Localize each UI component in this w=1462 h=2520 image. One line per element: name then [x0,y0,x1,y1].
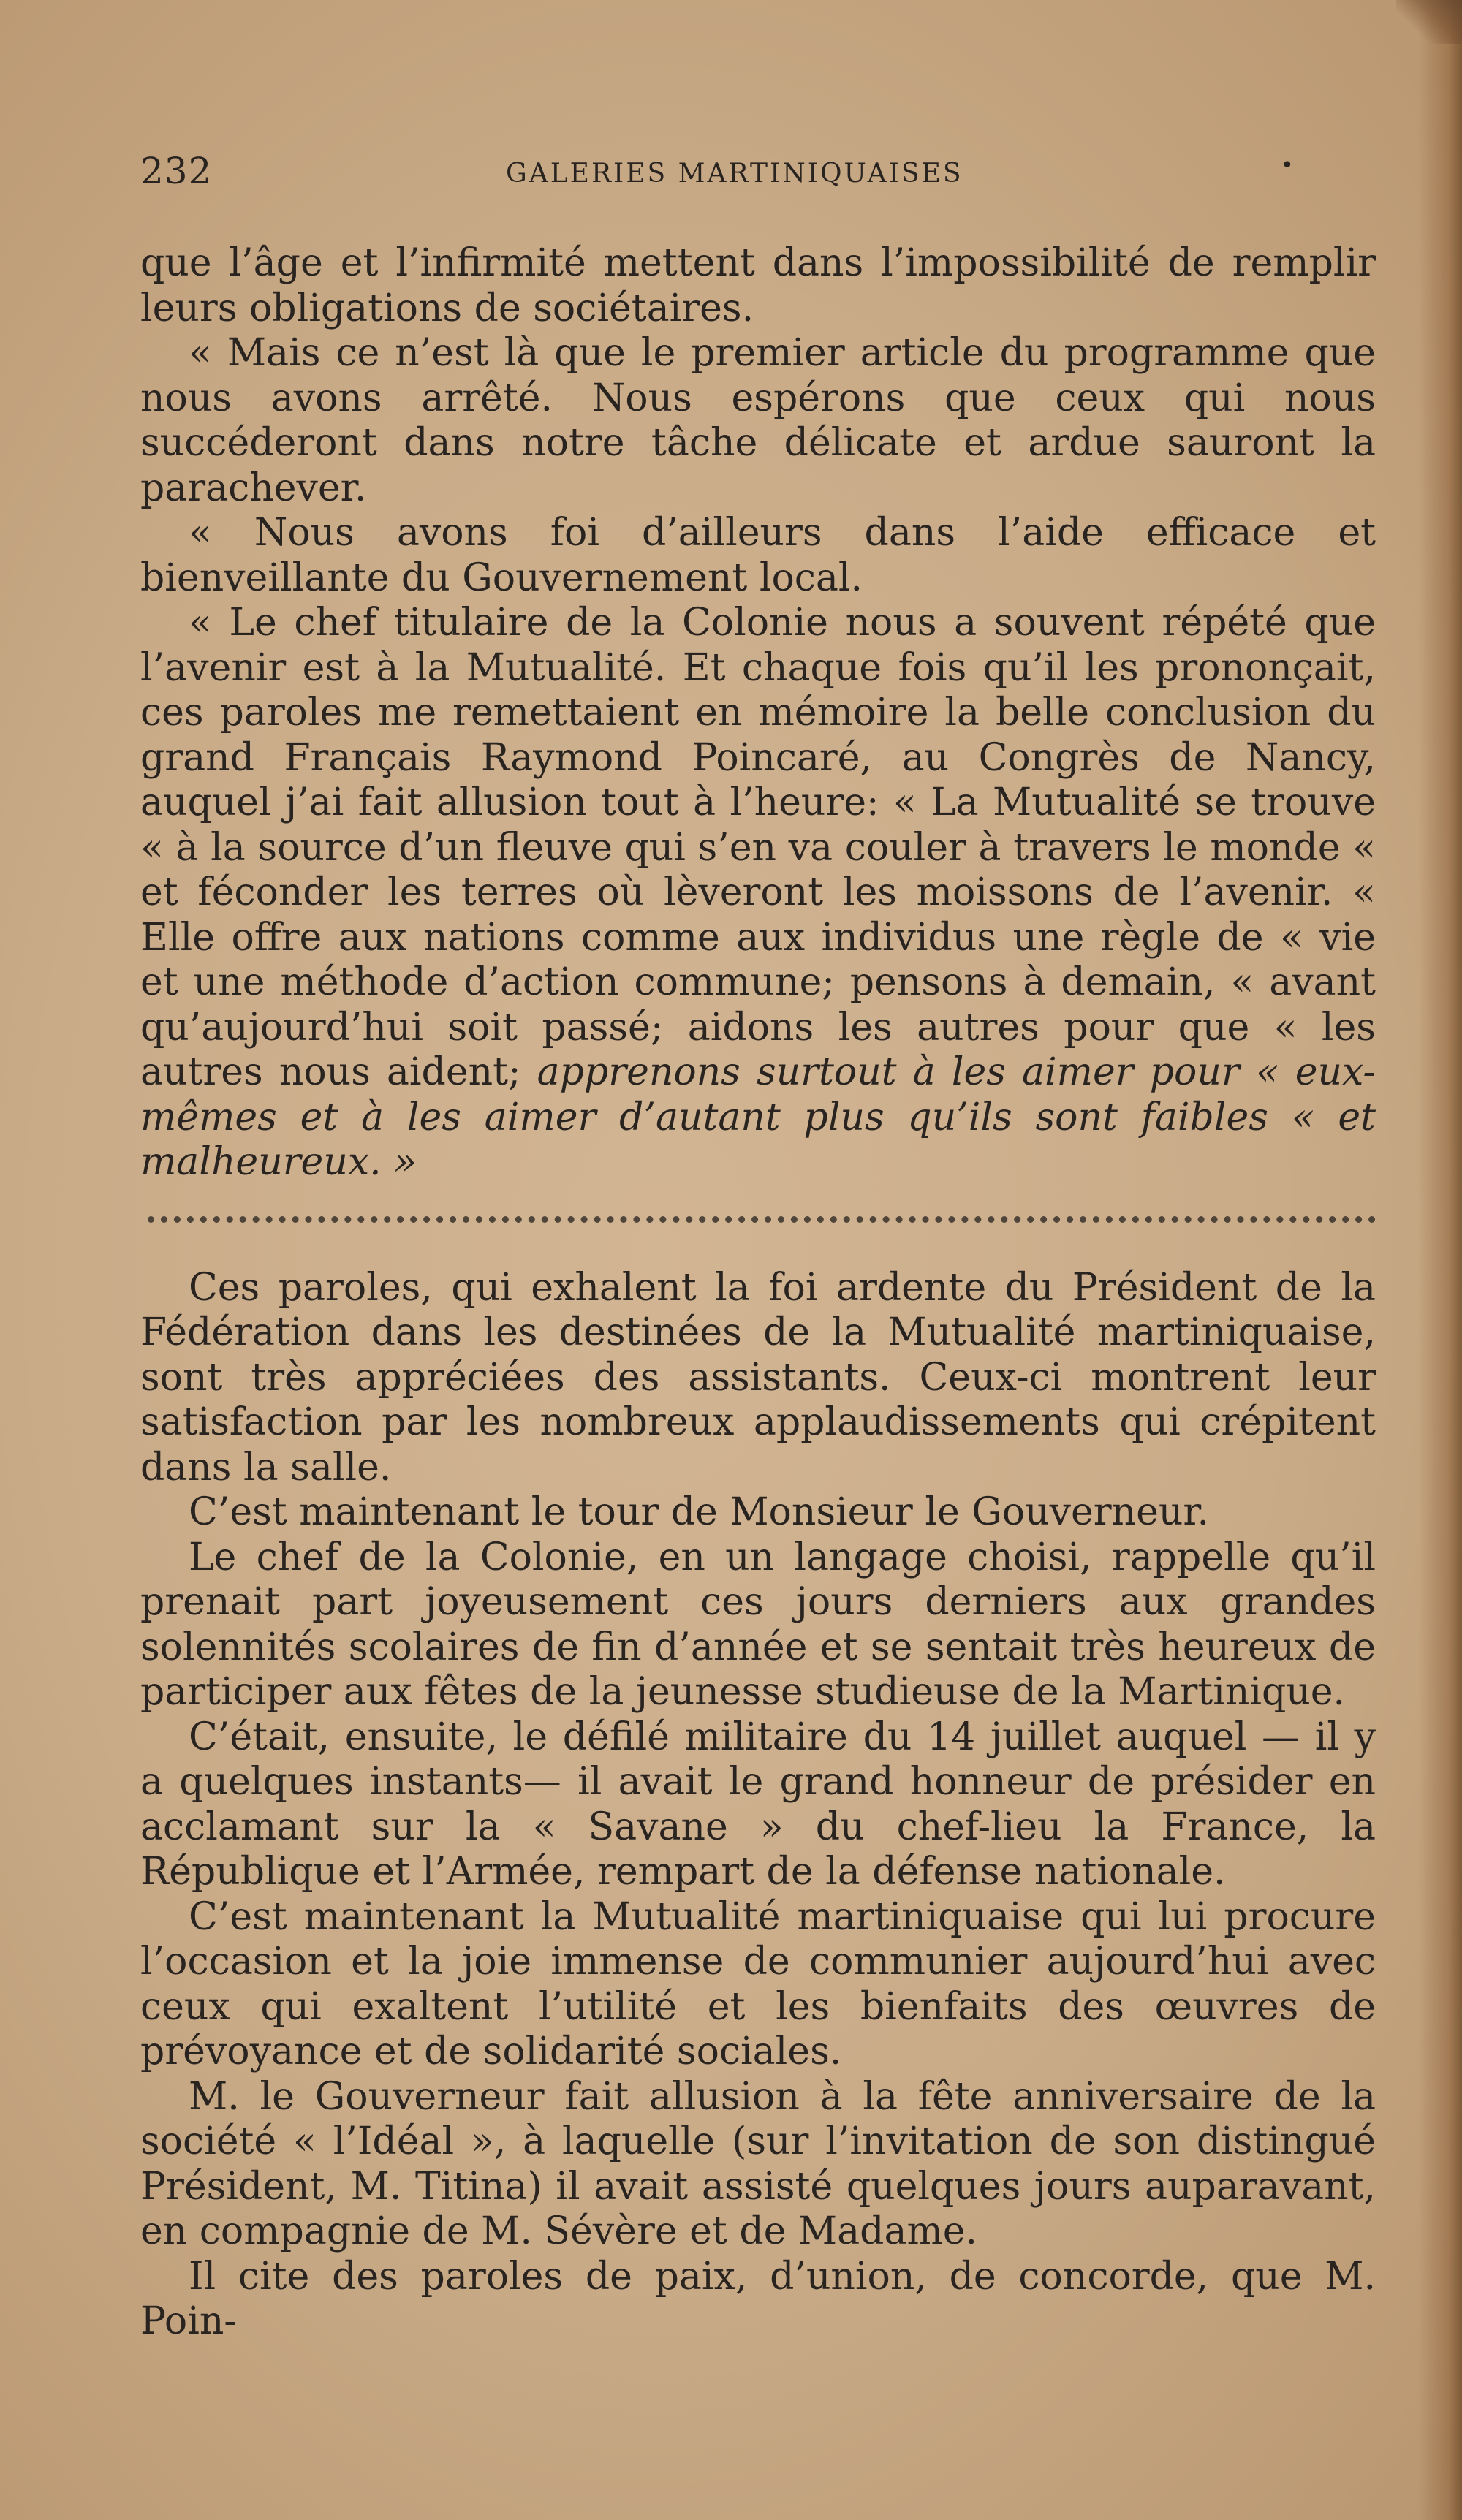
paragraph-continued: que l’âge et l’infirmité mettent dans l’impossibilité de remplir leurs obligations de sociétaires. [140,241,1376,330]
paragraph-quote-poincare [140,601,1376,1185]
paragraph-governor-speech: Le chef de la Colonie, en un langage choisi, rappelle qu’il prenait part joyeusement ces jours derniers aux grandes solennités scolaires de fin d’année et se sentait très heureux de participer aux fêtes de la jeunesse studieuse de la Martinique. [140,1535,1376,1714]
page-number: 232 [140,150,213,192]
body-text [140,241,1376,2345]
page-header [140,150,1303,194]
quote-text: « Le chef titulaire de la Colonie nous a souvent répété que l’avenir est à la Mutualité. Et chaque fois qu’il les prononçait, ces paroles me remettaient en mémoire la belle conclusion du grand Français Raymond Poincaré, au Congrès de Nancy, auquel j’ai fait allusion tout à l’heure: « La Mutualité se trouve « à la source d’un fleuve qui s’en va couler à travers le monde « et féconder les terres où lèveront les moissons de l’avenir. « Elle offre aux nations comme aux individus une règle de « vie et une méthode d’action commune; pensons à demain, « avant qu’aujourd’hui soit passé; aidons les autres pour que « les autres nous aident; [140,601,1376,1094]
header-dot-mark: • [1281,153,1294,178]
paragraph-military-parade: C’était, ensuite, le défilé militaire du 14 juillet auquel — il y a quelques instants— il avait le grand honneur de présider en acclamant sur la « Savane » du chef-lieu la France, la République et l’Armée, rempart de la défense nationale. [140,1715,1376,1894]
quote-italic-1: apprenons surtout à les aimer pour [537,1050,1240,1094]
page-corner-wear [1396,0,1462,44]
running-title: GALERIES MARTINIQUAISES [506,159,963,189]
paragraph-quote-program: « Mais ce n’est là que le premier article du programme que nous avons arrêté. Nous espérons que ceux qui nous succéderont dans notre tâche délicate et ardue sauront la parachever. [140,331,1376,510]
paragraph-mutualite: C’est maintenant la Mutualité martiniquaise qui lui procure l’occasion et la joie immense de communier aujourd’hui avec ceux qui exaltent l’utilité et les bienfaits des œuvres de prévoyance et de solidarité sociales. [140,1894,1376,2073]
page-edge-shadow [1418,0,1462,2520]
quote-italic-2: « eux-mêmes et à les aimer d’autant plus qu’ils sont faibles « et malheureux. » [140,1050,1376,1184]
paragraph-peace-words: Il cite des paroles de paix, d’union, de concorde, que M. Poin- [140,2254,1376,2343]
dotted-separator [140,1185,1376,1266]
paragraph-quote-government: « Nous avons foi d’ailleurs dans l’aide efficace et bienveillante du Gouvernement local. [140,511,1376,600]
paragraph-applause: Ces paroles, qui exhalent la foi ardente du Président de la Fédération dans les destinées de la Mutualité martiniquaise, sont très appréciées des assistants. Ceux-ci montrent leur satisfaction par les nombreux applaudissements qui crépitent dans la salle. [140,1265,1376,1489]
dotted-line [148,1216,1376,1223]
paragraph-governor-turn: C’est maintenant le tour de Monsieur le Gouverneur. [189,1490,1210,1534]
paragraph-ideal-society: M. le Gouverneur fait allusion à la fête anniversaire de la société « l’Idéal », à laquelle (sur l’invitation de son distingué Président, M. Titina) il avait assisté quelques jours auparavant, en compagnie de M. Sévère et de Madame. [140,2074,1376,2253]
